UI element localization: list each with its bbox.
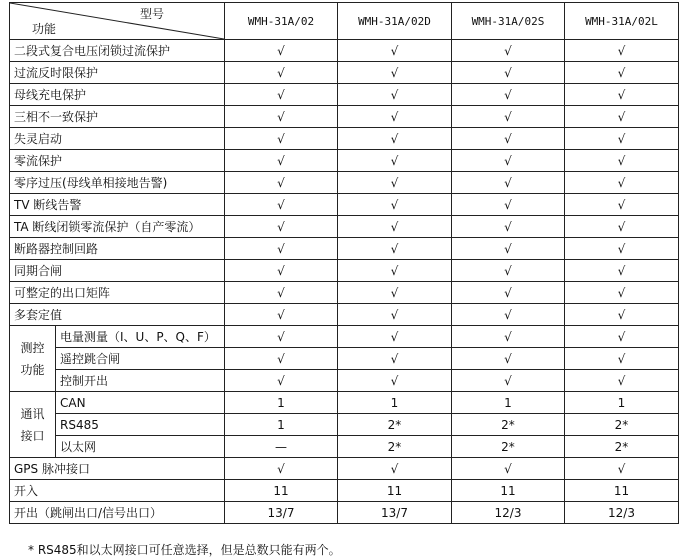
value-cell: 2* <box>338 414 452 436</box>
table-row <box>10 436 679 458</box>
value-cell: 12/3 <box>452 502 565 524</box>
table-row <box>10 106 679 128</box>
value-cell: √ <box>452 348 565 370</box>
value-cell: √ <box>565 348 679 370</box>
model-header-cell: WMH-31A/02D <box>338 3 452 40</box>
value-cell: √ <box>452 128 565 150</box>
table-row <box>10 348 679 370</box>
footnote: * RS485和以太网接口可任意选择，但是总数只能有两个。 <box>28 543 341 557</box>
function-name-cell: 母线充电保护 <box>10 84 225 106</box>
value-cell: √ <box>225 370 338 392</box>
group-label-cell <box>10 392 56 458</box>
value-cell: √ <box>452 458 565 480</box>
value-cell: 13/7 <box>338 502 452 524</box>
sub-function-name-cell: 控制开出 <box>56 370 225 392</box>
function-name-cell: 可整定的出口矩阵 <box>10 282 225 304</box>
value-cell: √ <box>225 84 338 106</box>
sub-function-name-cell: 遥控跳合闸 <box>56 348 225 370</box>
function-name-cell: 开出（跳闸出口/信号出口） <box>10 502 225 524</box>
value-cell: √ <box>565 84 679 106</box>
value-cell: √ <box>225 172 338 194</box>
table-row <box>10 282 679 304</box>
function-table-container <box>9 2 678 524</box>
function-name-cell: 断路器控制回路 <box>10 238 225 260</box>
value-cell: √ <box>225 458 338 480</box>
table-row <box>10 304 679 326</box>
value-cell: √ <box>338 150 452 172</box>
diagonal-header-cell <box>10 3 225 40</box>
group-label-line: 接口 <box>20 428 45 443</box>
group-label-line: 通讯 <box>20 406 45 421</box>
value-cell: 11 <box>338 480 452 502</box>
value-cell: √ <box>338 370 452 392</box>
value-cell: √ <box>565 458 679 480</box>
table-row <box>10 414 679 436</box>
value-cell: √ <box>452 238 565 260</box>
function-name-cell: TV 断线告警 <box>10 194 225 216</box>
value-cell: 1 <box>565 392 679 414</box>
value-cell: √ <box>338 348 452 370</box>
table-row <box>10 128 679 150</box>
value-cell: √ <box>225 216 338 238</box>
value-cell: √ <box>565 194 679 216</box>
value-cell: √ <box>338 40 452 62</box>
value-cell: 13/7 <box>225 502 338 524</box>
value-cell: √ <box>452 150 565 172</box>
value-cell: √ <box>565 370 679 392</box>
value-cell: 1 <box>225 414 338 436</box>
value-cell: √ <box>565 216 679 238</box>
table-row <box>10 502 679 524</box>
value-cell: √ <box>452 84 565 106</box>
value-cell: √ <box>338 128 452 150</box>
group-label-line: 功能 <box>20 362 45 377</box>
value-cell: √ <box>452 282 565 304</box>
value-cell: √ <box>225 238 338 260</box>
function-name-cell: 过流反时限保护 <box>10 62 225 84</box>
value-cell: √ <box>225 194 338 216</box>
table-row <box>10 62 679 84</box>
value-cell: √ <box>225 62 338 84</box>
value-cell: √ <box>338 216 452 238</box>
value-cell: 11 <box>565 480 679 502</box>
value-cell: √ <box>565 304 679 326</box>
function-label: 功能 <box>32 22 57 36</box>
value-cell: √ <box>225 150 338 172</box>
table-row <box>10 238 679 260</box>
function-name-cell: 多套定值 <box>10 304 225 326</box>
value-cell: 2* <box>565 436 679 458</box>
model-header-cell: WMH-31A/02L <box>565 3 679 40</box>
function-name-cell: 零序过压(母线单相接地告警) <box>10 172 225 194</box>
table-row <box>10 326 679 348</box>
function-name-cell: 失灵启动 <box>10 128 225 150</box>
function-name-cell: 同期合闸 <box>10 260 225 282</box>
table-row <box>10 370 679 392</box>
value-cell: √ <box>338 194 452 216</box>
model-label: 型号 <box>139 7 164 21</box>
value-cell: √ <box>452 62 565 84</box>
function-name-cell: GPS 脉冲接口 <box>10 458 225 480</box>
table-row <box>10 260 679 282</box>
header-row <box>10 3 679 40</box>
value-cell: √ <box>565 172 679 194</box>
value-cell: √ <box>338 304 452 326</box>
value-cell: √ <box>225 326 338 348</box>
value-cell: √ <box>565 128 679 150</box>
value-cell: √ <box>565 260 679 282</box>
table-row <box>10 216 679 238</box>
sub-function-name-cell: 以太网 <box>56 436 225 458</box>
value-cell: √ <box>565 282 679 304</box>
value-cell: 12/3 <box>565 502 679 524</box>
table-row <box>10 150 679 172</box>
value-cell: 11 <box>452 480 565 502</box>
value-cell: √ <box>338 458 452 480</box>
model-header-cell: WMH-31A/02 <box>225 3 338 40</box>
value-cell: 2* <box>338 436 452 458</box>
value-cell: √ <box>452 260 565 282</box>
value-cell: √ <box>338 238 452 260</box>
group-label-line: 测控 <box>20 340 45 355</box>
table-row <box>10 40 679 62</box>
value-cell: √ <box>452 40 565 62</box>
value-cell: √ <box>225 282 338 304</box>
function-name-cell: 零流保护 <box>10 150 225 172</box>
value-cell: √ <box>338 260 452 282</box>
value-cell: √ <box>452 216 565 238</box>
value-cell: √ <box>225 40 338 62</box>
value-cell: 2* <box>565 414 679 436</box>
value-cell: √ <box>338 326 452 348</box>
value-cell: 2* <box>452 414 565 436</box>
table-row <box>10 172 679 194</box>
value-cell: √ <box>565 62 679 84</box>
table-row <box>10 480 679 502</box>
value-cell: √ <box>565 238 679 260</box>
value-cell: √ <box>338 172 452 194</box>
value-cell: √ <box>338 84 452 106</box>
value-cell: √ <box>452 370 565 392</box>
value-cell: √ <box>225 348 338 370</box>
table-row <box>10 194 679 216</box>
value-cell: √ <box>452 194 565 216</box>
value-cell: √ <box>338 282 452 304</box>
group-label-cell <box>10 326 56 392</box>
value-cell: √ <box>225 260 338 282</box>
value-cell: 11 <box>225 480 338 502</box>
function-name-cell: TA 断线闭锁零流保护（自产零流） <box>10 216 225 238</box>
table-row <box>10 84 679 106</box>
value-cell: √ <box>565 326 679 348</box>
value-cell: √ <box>338 106 452 128</box>
value-cell: √ <box>452 326 565 348</box>
value-cell: √ <box>225 128 338 150</box>
value-cell: √ <box>565 106 679 128</box>
function-model-table <box>9 2 679 524</box>
value-cell: √ <box>338 62 452 84</box>
sub-function-name-cell: 电量测量（I、U、P、Q、F） <box>56 326 225 348</box>
value-cell: √ <box>452 106 565 128</box>
function-name-cell: 开入 <box>10 480 225 502</box>
value-cell: 1 <box>338 392 452 414</box>
table-row <box>10 458 679 480</box>
value-cell: — <box>225 436 338 458</box>
function-name-cell: 二段式复合电压闭锁过流保护 <box>10 40 225 62</box>
table-row <box>10 392 679 414</box>
value-cell: 2* <box>452 436 565 458</box>
sub-function-name-cell: RS485 <box>56 414 225 436</box>
value-cell: √ <box>452 172 565 194</box>
value-cell: √ <box>225 304 338 326</box>
value-cell: √ <box>565 150 679 172</box>
value-cell: 1 <box>225 392 338 414</box>
value-cell: √ <box>225 106 338 128</box>
value-cell: √ <box>452 304 565 326</box>
sub-function-name-cell: CAN <box>56 392 225 414</box>
value-cell: 1 <box>452 392 565 414</box>
function-name-cell: 三相不一致保护 <box>10 106 225 128</box>
model-header-cell: WMH-31A/02S <box>452 3 565 40</box>
value-cell: √ <box>565 40 679 62</box>
